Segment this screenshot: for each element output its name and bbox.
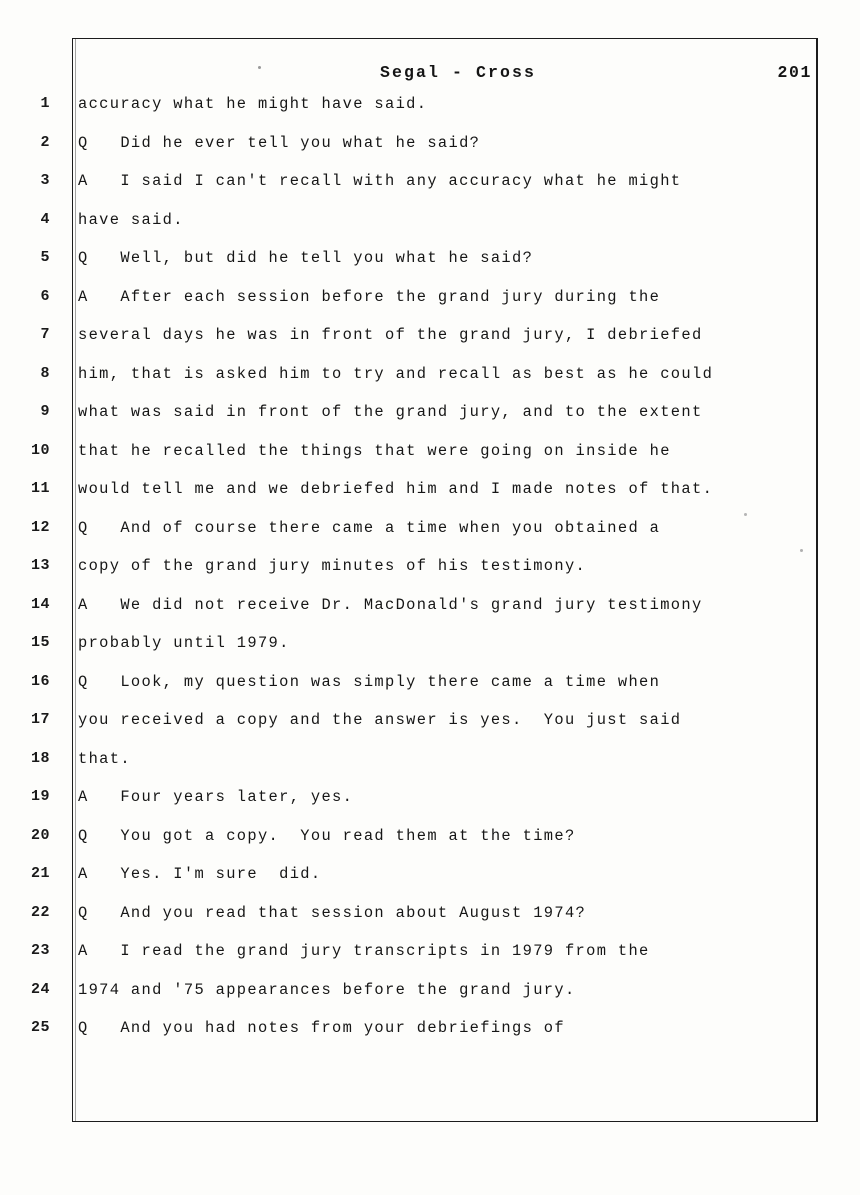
transcript-line (0, 903, 860, 942)
line-text: what was said in front of the grand jury, and to the extent (78, 403, 703, 421)
line-number: 2 (40, 133, 50, 151)
line-text: Q And you read that session about August 1974? (78, 903, 587, 922)
line-text: that he recalled the things that were going on inside he (78, 441, 671, 460)
line-number: 5 (40, 249, 50, 266)
transcript-body (0, 94, 860, 1057)
line-number: 10 (30, 441, 50, 459)
line-text: 1974 and '75 appearances before the grand jury. (78, 980, 576, 999)
line-number: 23 (30, 942, 50, 959)
line-number: 1 (40, 95, 50, 112)
line-text: Q And of course there came a time when you obtained a (78, 518, 661, 537)
line-text: probably until 1979. (78, 634, 290, 652)
line-number: 15 (30, 634, 50, 651)
line-text: A Four years later, yes. (78, 788, 354, 806)
line-number: 7 (40, 326, 50, 343)
transcript-line (0, 248, 860, 287)
line-text: have said. (78, 210, 184, 229)
line-number: 11 (30, 480, 50, 497)
transcript-line (0, 210, 860, 249)
line-number: 6 (40, 287, 50, 305)
transcript-line (0, 595, 860, 634)
transcript-line (0, 749, 860, 788)
line-number: 22 (30, 903, 50, 921)
line-text: you received a copy and the answer is yes. You just said (78, 711, 682, 729)
transcript-line (0, 171, 860, 210)
transcript-line (0, 1018, 860, 1057)
line-text: copy of the grand jury minutes of his testimony. (78, 557, 587, 575)
transcript-line (0, 133, 860, 172)
transcript-line (0, 518, 860, 557)
line-number: 18 (30, 749, 50, 767)
transcript-line (0, 672, 860, 711)
line-text: Q You got a copy. You read them at the time? (78, 826, 576, 845)
transcript-line (0, 325, 860, 364)
line-number: 21 (30, 865, 50, 882)
line-number: 3 (40, 172, 50, 189)
line-text: Q And you had notes from your debriefings of (78, 1019, 565, 1037)
line-text: A We did not receive Dr. MacDonald's grand jury testimony (78, 595, 703, 614)
line-number: 20 (30, 826, 50, 844)
line-text: would tell me and we debriefed him and I made notes of that. (78, 480, 714, 498)
line-number: 13 (30, 557, 50, 574)
line-text: him, that is asked him to try and recall as best as he could (78, 364, 714, 383)
line-number: 14 (30, 595, 50, 613)
line-text: that. (78, 749, 131, 768)
transcript-line (0, 479, 860, 518)
transcript-line (0, 710, 860, 749)
transcript-line (0, 402, 860, 441)
line-number: 17 (30, 711, 50, 728)
line-number: 12 (30, 518, 50, 536)
line-text: A I read the grand jury transcripts in 1979 from the (78, 942, 650, 960)
line-text: Q Look, my question was simply there came a time when (78, 672, 661, 691)
line-text: Q Did he ever tell you what he said? (78, 133, 481, 152)
page-header (72, 58, 818, 86)
transcript-line (0, 980, 860, 1019)
transcript-line (0, 94, 860, 133)
transcript-line (0, 864, 860, 903)
line-text: A I said I can't recall with any accuracy what he might (78, 172, 682, 190)
line-number: 9 (40, 403, 50, 420)
line-number: 8 (40, 364, 50, 382)
line-number: 4 (40, 210, 50, 228)
line-text: accuracy what he might have said. (78, 95, 428, 113)
line-text: A Yes. I'm sure did. (78, 865, 322, 883)
page-title: Segal - Cross (380, 62, 537, 82)
line-text: Q Well, but did he tell you what he said? (78, 249, 534, 267)
transcript-line (0, 556, 860, 595)
transcript-line (0, 787, 860, 826)
transcript-line (0, 826, 860, 865)
line-number: 24 (30, 980, 50, 998)
page-number: 201 (777, 62, 812, 82)
transcript-line (0, 633, 860, 672)
transcript-line (0, 364, 860, 403)
line-text: A After each session before the grand jury during the (78, 287, 661, 306)
transcript-line (0, 287, 860, 326)
transcript-line (0, 441, 860, 480)
line-number: 25 (30, 1019, 50, 1036)
line-number: 19 (30, 788, 50, 805)
transcript-line (0, 941, 860, 980)
line-text: several days he was in front of the grand jury, I debriefed (78, 326, 703, 344)
line-number: 16 (30, 672, 50, 690)
